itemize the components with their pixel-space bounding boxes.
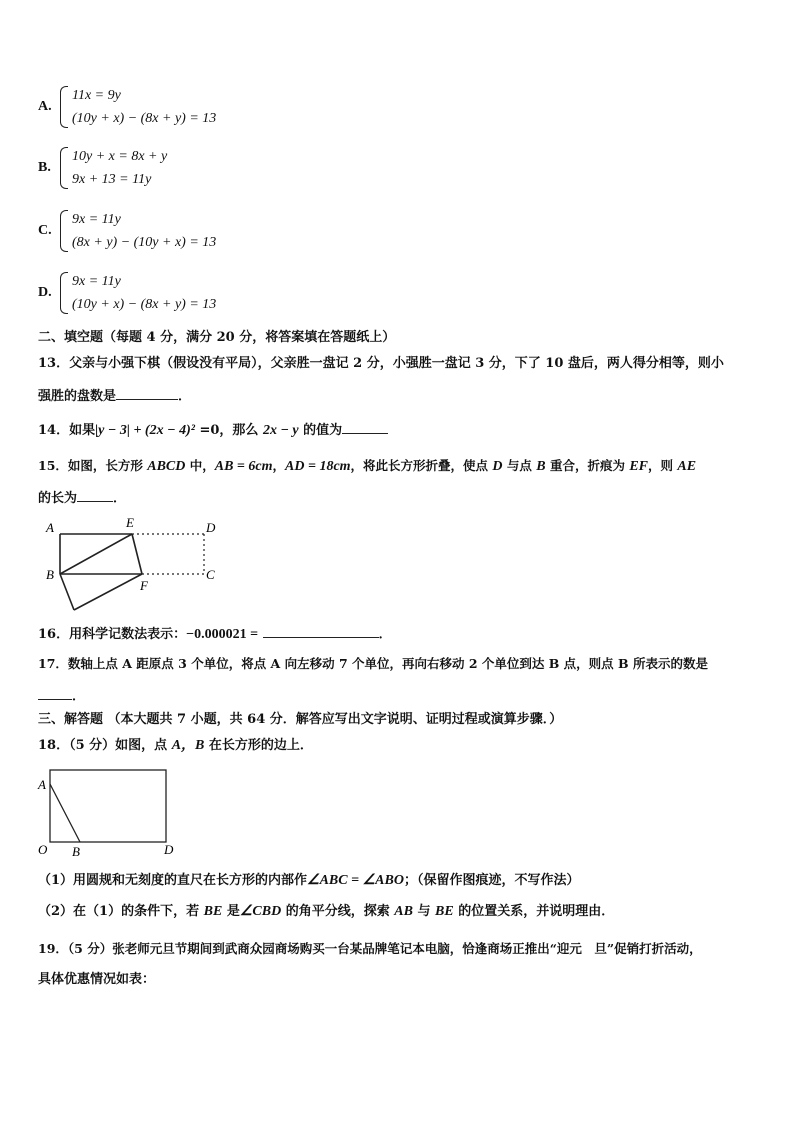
question-17-line1: 17．数轴上点 A 距原点 3 个单位，将点 A 向左移动 7 个单位，再向右移动 2 个单位到达 B 点，则点 B 所表示的数是 <box>38 656 708 671</box>
rectangle <box>50 770 166 842</box>
text: 中， <box>185 458 215 473</box>
math-expression: AD = 18cm <box>285 459 351 474</box>
equation-system <box>72 273 216 313</box>
label-e: E <box>126 515 134 530</box>
question-18-part1 <box>38 873 579 889</box>
segment-bc-folded <box>60 574 74 610</box>
brace-icon <box>60 147 68 189</box>
text: 强胜的盘数是 <box>38 389 117 404</box>
text: 15．如图，长方形 <box>38 458 148 473</box>
question-13-line1: 13．父亲与小强下棋（假设没有平局），父亲胜一盘记 2 分，小强胜一盘记 3 分，下了 10 盘后，两人得分相等，则小 <box>38 356 724 371</box>
text: 的长为 <box>38 491 78 506</box>
equation-system <box>72 148 167 188</box>
text: ；（保留作图痕迹，不写作法） <box>403 873 580 888</box>
math-expression: ∠ABC = ∠ABO <box>307 873 404 888</box>
label-d: D <box>164 842 174 857</box>
section-heading: 三、解答题 （本大题共 7 小题，共 64 分．解答应写出文字说明、证明过程或演算步骤．） <box>38 712 563 727</box>
equation: 9x + 13 = 11y <box>72 172 152 187</box>
math-expression: ∠CBD <box>239 904 282 919</box>
option-label: D. <box>38 285 52 300</box>
text: ，则 <box>648 458 678 473</box>
text: 16．用科学记数法表示： <box>38 627 187 642</box>
option-label: A. <box>38 99 52 114</box>
answer-blank[interactable] <box>116 387 178 400</box>
question-19-line1: 19．（5 分）张老师元旦节期间到武商众园商场购买一台某品牌笔记本电脑，恰逢商场正推出“迎元 旦”促销打折活动， <box>38 941 702 956</box>
math-expression: D <box>492 459 503 474</box>
label-a: A <box>38 777 46 792</box>
brace-icon <box>60 86 68 128</box>
fold-rectangle-figure <box>38 512 228 617</box>
option-a <box>38 86 216 128</box>
equation: (8x + y) − (10y + x) = 13 <box>72 235 217 250</box>
text: 的位置关系，并说明理由． <box>453 904 615 919</box>
text: =0，那么 <box>194 423 263 438</box>
equation: 10y + x = 8x + y <box>72 149 168 164</box>
math-expression: AB = 6cm <box>214 459 273 474</box>
math-expression: ABCD <box>147 459 186 474</box>
math-expression: AB <box>394 904 413 919</box>
equation: 11x = 9y <box>72 88 121 103</box>
label-d: D <box>206 520 216 535</box>
question-15-line1 <box>38 458 696 475</box>
equation-system <box>72 87 216 127</box>
text: ， <box>272 458 286 473</box>
question-16 <box>38 625 392 643</box>
text: 14．如果 <box>38 423 96 438</box>
segment-be <box>60 534 132 574</box>
answer-blank[interactable] <box>342 421 388 434</box>
equation: (10y + x) − (8x + y) = 13 <box>72 111 217 126</box>
text: ，将此长方形折叠，使点 <box>350 458 493 473</box>
rectangle-figure <box>36 762 186 860</box>
text: 与 <box>412 904 435 919</box>
text: 是 <box>222 904 240 919</box>
text: 在长方形的边上． <box>204 738 313 753</box>
equation-system <box>72 211 216 251</box>
question-17-line2 <box>38 687 85 705</box>
text: ． <box>113 491 127 506</box>
option-d <box>38 272 216 314</box>
math-expression: BE <box>203 904 223 919</box>
answer-blank[interactable] <box>38 687 72 700</box>
option-b <box>38 147 167 189</box>
text: （1）用圆规和无刻度的直尺在长方形的内部作 <box>38 873 308 888</box>
text: 的角平分线，探索 <box>281 904 395 919</box>
segment-ab <box>50 784 80 842</box>
text: 与点 <box>502 458 537 473</box>
math-expression: −0.000021 = <box>186 627 259 642</box>
equation: 9x = 11y <box>72 274 121 289</box>
answer-blank[interactable] <box>77 489 113 502</box>
segment-cf-folded <box>74 574 142 610</box>
question-18-stem <box>38 738 313 754</box>
segment-ef <box>132 534 142 574</box>
math-expression: EF <box>629 459 648 474</box>
equation: (10y + x) − (8x + y) = 13 <box>72 297 217 312</box>
question-19-line2: 具体优惠情况如表： <box>38 972 156 987</box>
label-o: O <box>38 842 48 857</box>
math-expression: AE <box>677 459 697 474</box>
answer-blank[interactable] <box>263 625 379 638</box>
math-expression: A，B <box>171 738 205 753</box>
option-label: B. <box>38 160 51 175</box>
text: 18．（5 分）如图，点 <box>38 738 172 753</box>
math-expression: |y − 3| + (2x − 4)² <box>95 423 195 438</box>
math-expression: 2x − y <box>262 423 299 438</box>
text: ． <box>72 689 86 704</box>
math-expression: BE <box>435 904 454 919</box>
text: ． <box>378 627 392 642</box>
label-a: A <box>46 520 54 535</box>
question-18-part2 <box>38 904 614 920</box>
question-14 <box>38 421 388 439</box>
text: （2）在（1）的条件下，若 <box>38 904 204 919</box>
option-c <box>38 210 216 252</box>
question-15-line2 <box>38 489 126 507</box>
section-heading: 二、填空题（每题 4 分，满分 20 分，将答案填在答题纸上） <box>38 330 396 345</box>
brace-icon <box>60 272 68 314</box>
math-expression: B <box>536 459 546 474</box>
label-b: B <box>46 567 54 582</box>
brace-icon <box>60 210 68 252</box>
option-label: C. <box>38 223 52 238</box>
label-f: F <box>140 578 148 593</box>
equation: 9x = 11y <box>72 212 121 227</box>
text: 重合，折痕为 <box>545 458 630 473</box>
label-b: B <box>72 844 80 859</box>
text: 的值为 <box>298 423 343 438</box>
label-c: C <box>206 567 215 582</box>
question-13-line2 <box>38 387 191 405</box>
text: ． <box>178 389 192 404</box>
